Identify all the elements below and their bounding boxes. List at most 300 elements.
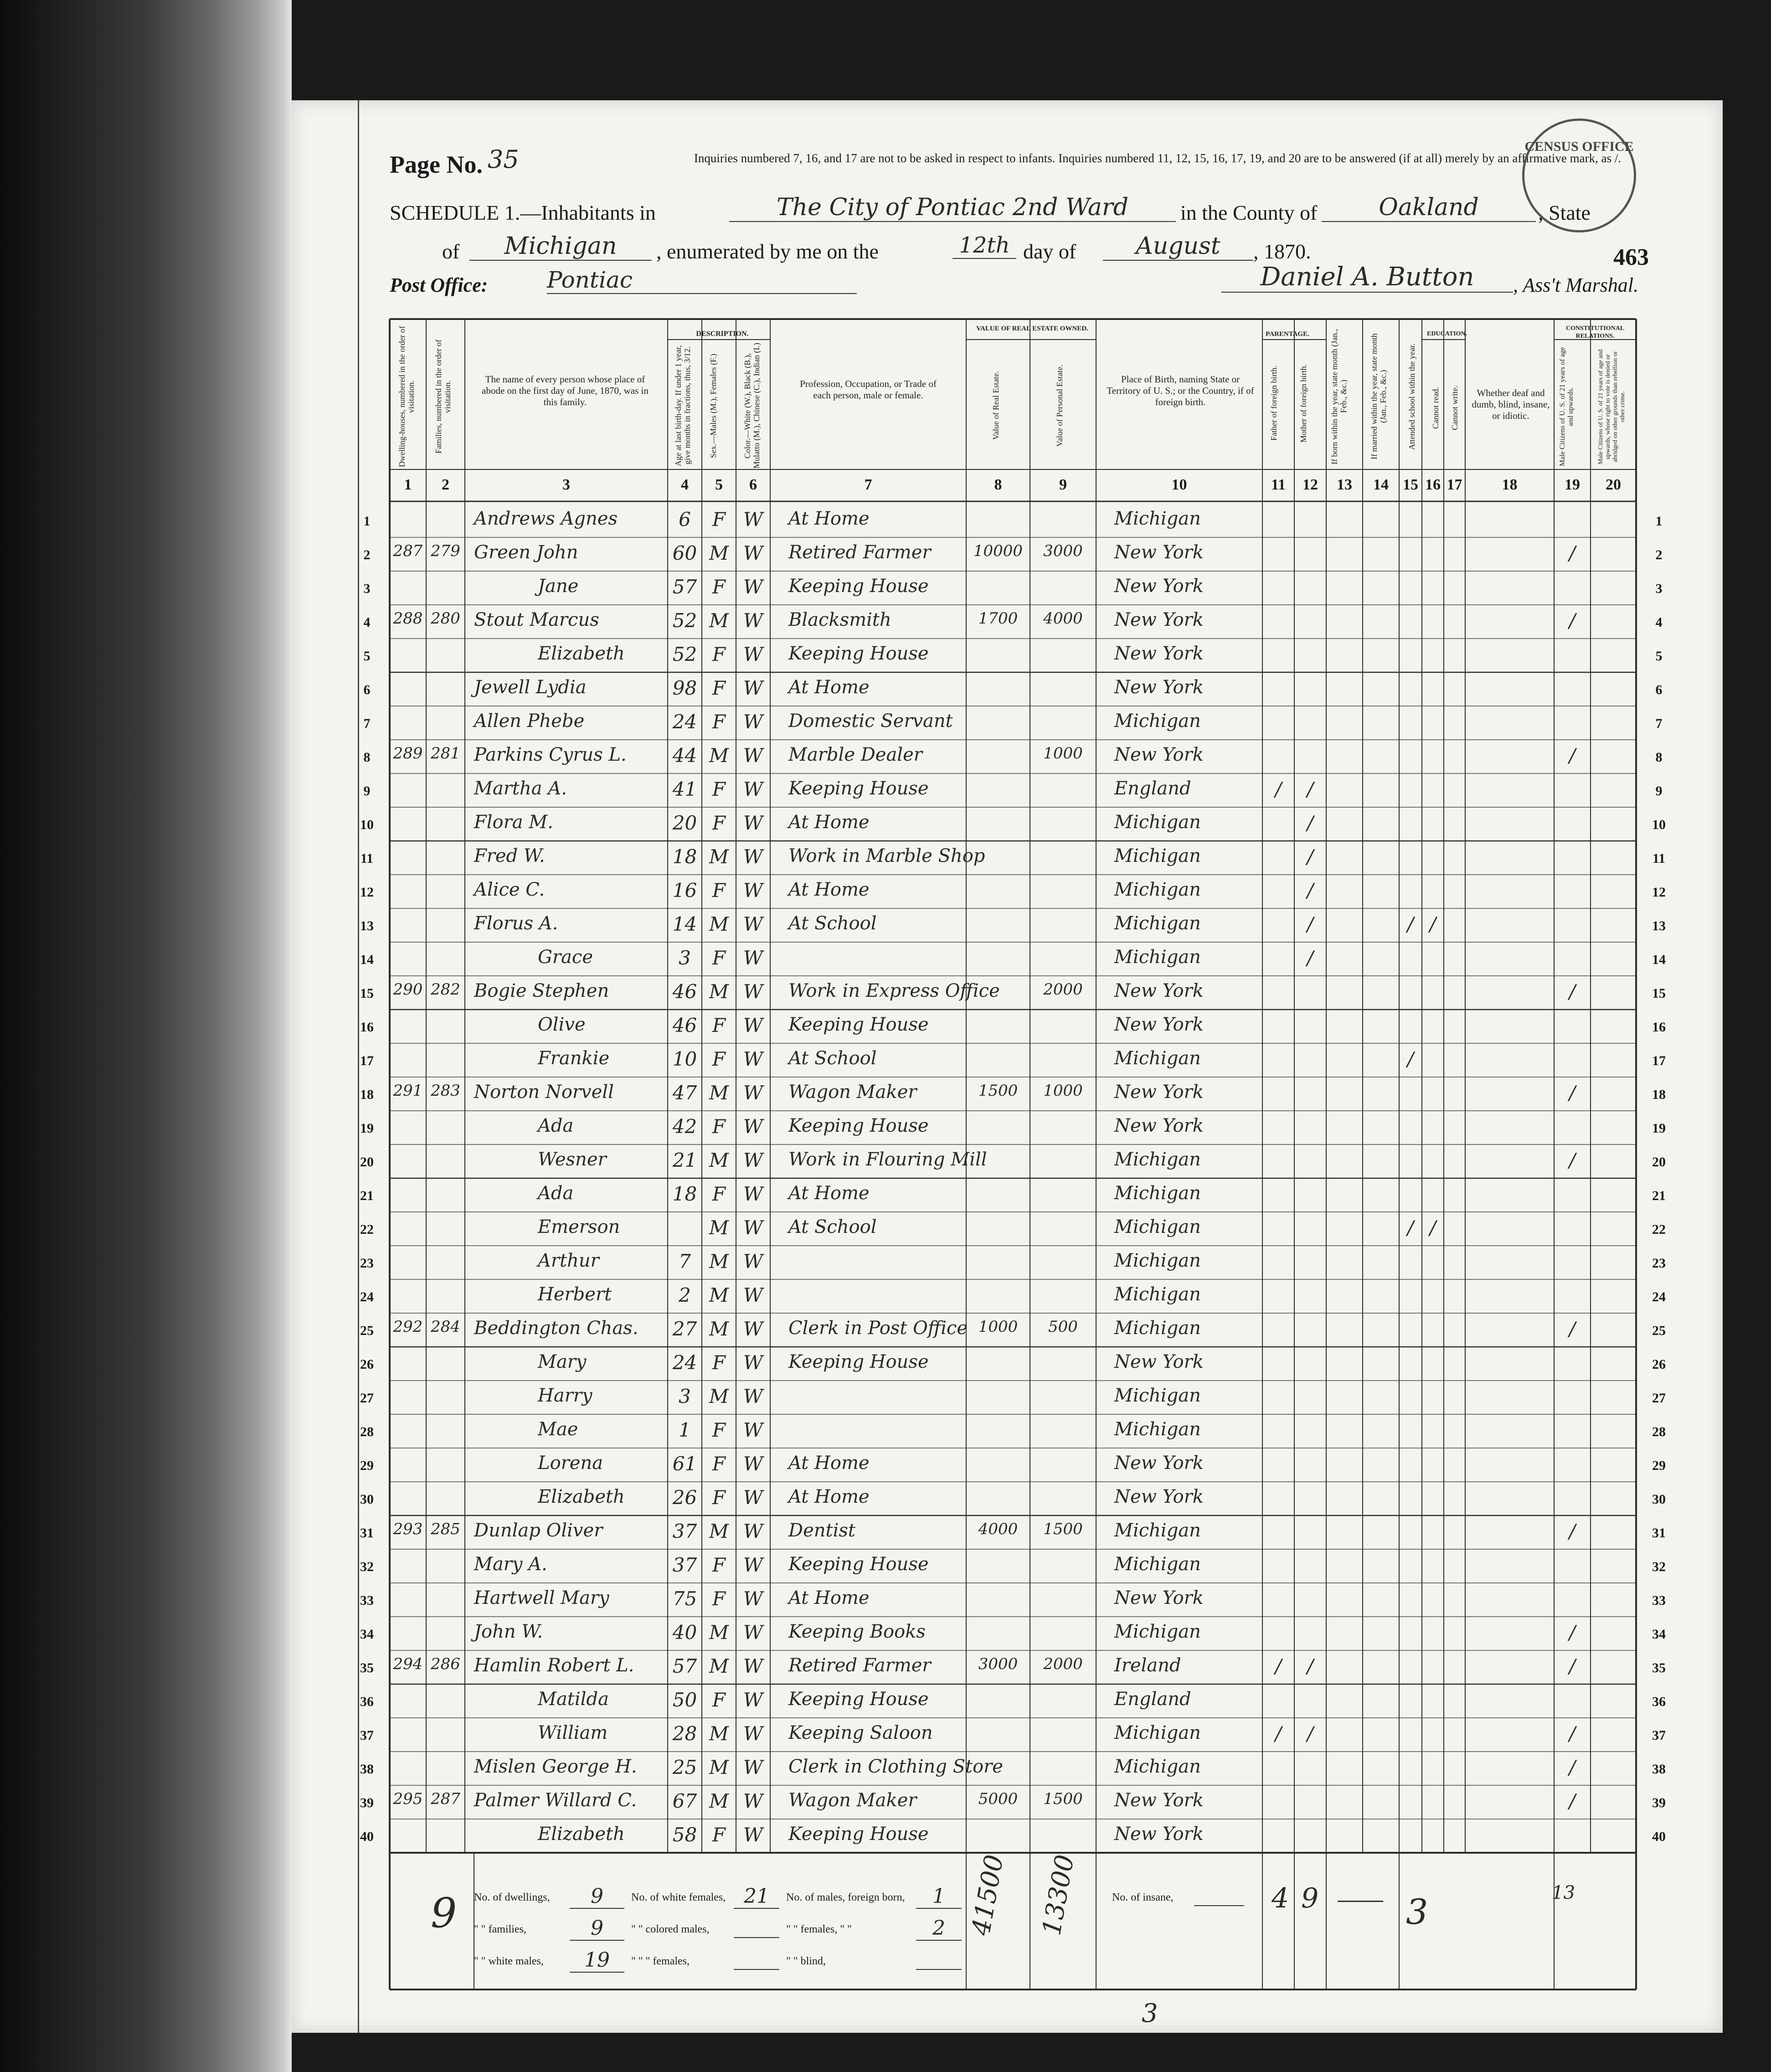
row-21-birth: Michigan: [1114, 1183, 1201, 1204]
row-1-occ: At Home: [788, 508, 870, 529]
col-header-age: Age at last birth-day. If under 1 year, give months in fractions, thus, 3/12.: [674, 345, 692, 466]
line-number-left: 19: [360, 1121, 374, 1136]
row-10-occ: At Home: [788, 812, 870, 833]
col-header-born-within-year: If born within the year, state month (Jan., Feb., &c.): [1330, 329, 1348, 464]
row-12-name: Alice C.: [474, 879, 545, 900]
row-37-birth: Michigan: [1114, 1722, 1201, 1743]
row-21-sex: F: [712, 1183, 726, 1205]
row-5-name: Elizabeth: [538, 643, 625, 664]
page-number: 35: [488, 145, 519, 174]
row-8-name: Parkins Cyrus L.: [474, 744, 627, 765]
row-35-re: 3000: [978, 1655, 1018, 1673]
line-number-left: 17: [360, 1053, 374, 1068]
column-number: 3: [562, 476, 570, 493]
row-23-birth: Michigan: [1114, 1250, 1201, 1271]
row-38-age: 25: [672, 1756, 697, 1778]
row-18-sex: M: [709, 1082, 729, 1104]
line-number-left: 39: [360, 1795, 374, 1810]
summary-foreign-females-label: " " females, " ": [786, 1923, 852, 1935]
line-number-right: 17: [1652, 1053, 1666, 1068]
row-30-name: Elizabeth: [538, 1486, 625, 1507]
stamp-text: CENSUS OFFICE: [1524, 139, 1634, 154]
row-10-m: /: [1307, 812, 1314, 834]
row-27-name: Harry: [538, 1385, 592, 1406]
line-number-right: 25: [1652, 1323, 1666, 1338]
col-header-description: DESCRIPTION.: [696, 330, 749, 338]
county-label: in the County of: [1180, 201, 1318, 224]
summary-foreign-females: 2: [916, 1917, 962, 1941]
row-31-name: Dunlap Oliver: [474, 1520, 603, 1541]
row-25-fam: 284: [431, 1318, 460, 1336]
line-number-left: 38: [360, 1762, 374, 1777]
row-35-name: Hamlin Robert L.: [474, 1655, 634, 1676]
row-19-age: 42: [672, 1115, 697, 1138]
row-18-color: W: [743, 1082, 763, 1104]
line-number-right: 12: [1652, 885, 1666, 900]
row-31-color: W: [743, 1520, 763, 1542]
row-18-birth: New York: [1114, 1082, 1204, 1103]
row-25-cit: /: [1569, 1318, 1576, 1340]
row-14-name: Grace: [538, 947, 593, 968]
row-10-name: Flora M.: [474, 812, 553, 833]
line-number-right: 37: [1652, 1728, 1666, 1743]
line-number-right: 40: [1652, 1829, 1666, 1844]
row-24-sex: M: [709, 1284, 729, 1306]
row-2-name: Green John: [474, 542, 578, 563]
row-19-color: W: [743, 1115, 763, 1138]
row-25-color: W: [743, 1318, 763, 1340]
line-number-left: 25: [360, 1323, 374, 1338]
line-number-left: 21: [360, 1188, 374, 1203]
row-18-re: 1500: [978, 1082, 1018, 1100]
summary-colored-males-label: " " colored males,: [631, 1923, 710, 1935]
row-34-name: John W.: [474, 1621, 543, 1642]
row-39-re: 5000: [978, 1790, 1018, 1808]
row-22-color: W: [743, 1216, 763, 1239]
row-18-name: Norton Norvell: [474, 1082, 614, 1103]
summary-colored-females-line: [734, 1969, 779, 1970]
row-13-name: Florus A.: [474, 913, 558, 934]
col-header-education: EDUCATION.: [1426, 330, 1467, 337]
line-number-right: 32: [1652, 1559, 1666, 1574]
col-header-sex: Sex.—Males (M.), Females (F.): [709, 353, 718, 458]
summary-mother-foreign-total: 9: [1301, 1882, 1319, 1914]
row-19-sex: F: [712, 1115, 726, 1138]
row-38-cit: /: [1569, 1756, 1576, 1778]
line-number-left: 35: [360, 1660, 374, 1675]
column-number: 1: [404, 476, 412, 493]
row-15-color: W: [743, 980, 763, 1003]
row-14-sex: F: [712, 947, 726, 969]
row-39-cit: /: [1569, 1790, 1576, 1812]
row-4-fam: 280: [431, 609, 460, 628]
row-3-name: Jane: [538, 576, 579, 597]
row-4-dw: 288: [393, 609, 423, 628]
row-16-age: 46: [672, 1014, 697, 1036]
line-number-right: 4: [1655, 615, 1663, 630]
row-36-age: 50: [672, 1689, 697, 1711]
row-20-birth: Michigan: [1114, 1149, 1201, 1170]
line-number-left: 7: [363, 716, 371, 731]
row-20-cit: /: [1569, 1149, 1576, 1171]
line-number-left: 24: [360, 1289, 374, 1304]
col-header-real-estate: Value of Real Estate.: [991, 371, 1000, 440]
row-9-birth: England: [1114, 778, 1191, 799]
row-29-occ: At Home: [788, 1453, 870, 1474]
row-2-color: W: [743, 542, 763, 564]
row-9-sex: F: [712, 778, 726, 800]
row-12-color: W: [743, 879, 763, 902]
line-number-right: 35: [1652, 1660, 1666, 1675]
row-4-birth: New York: [1114, 609, 1204, 630]
row-39-name: Palmer Willard C.: [474, 1790, 637, 1811]
row-20-color: W: [743, 1149, 763, 1171]
column-number: 6: [749, 476, 757, 493]
line-number-right: 1: [1655, 514, 1663, 529]
row-37-sex: M: [709, 1722, 729, 1745]
row-4-sex: M: [709, 609, 729, 632]
column-number: 9: [1059, 476, 1067, 493]
row-38-birth: Michigan: [1114, 1756, 1201, 1777]
col-header-attended-school: Attended school within the year.: [1407, 343, 1416, 450]
row-28-name: Mae: [538, 1419, 578, 1440]
row-10-color: W: [743, 812, 763, 834]
page-label: Page No.: [390, 151, 483, 178]
of-label: of: [442, 240, 460, 263]
row-30-sex: F: [712, 1486, 726, 1509]
row-32-color: W: [743, 1554, 763, 1576]
row-17-sex: F: [712, 1048, 726, 1070]
row-39-fam: 287: [431, 1790, 460, 1808]
row-25-re: 1000: [978, 1318, 1018, 1336]
line-number-right: 6: [1655, 682, 1663, 697]
row-31-pe: 1500: [1043, 1520, 1083, 1538]
row-7-occ: Domestic Servant: [788, 711, 953, 732]
row-3-birth: New York: [1114, 576, 1204, 597]
column-number: 17: [1447, 476, 1462, 493]
row-10-age: 20: [672, 812, 697, 834]
line-number-right: 27: [1652, 1391, 1666, 1406]
line-number-right: 18: [1652, 1087, 1666, 1102]
row-3-occ: Keeping House: [788, 576, 929, 597]
row-12-occ: At Home: [788, 879, 870, 900]
row-13-sch: /: [1407, 913, 1414, 935]
row-11-occ: Work in Marble Shop: [788, 845, 985, 866]
row-22-sch: /: [1407, 1216, 1414, 1239]
row-7-name: Allen Phebe: [474, 711, 585, 732]
row-28-sex: F: [712, 1419, 726, 1441]
line-number-left: 13: [360, 918, 374, 933]
row-16-color: W: [743, 1014, 763, 1036]
row-13-age: 14: [672, 913, 697, 935]
row-3-age: 57: [672, 576, 697, 598]
summary-school-total: 3: [1406, 1892, 1428, 1932]
row-34-color: W: [743, 1621, 763, 1644]
column-number: 4: [681, 476, 689, 493]
row-25-name: Beddington Chas.: [474, 1318, 638, 1339]
line-number-left: 29: [360, 1458, 374, 1473]
line-number-left: 12: [360, 885, 374, 900]
row-9-color: W: [743, 778, 763, 800]
row-36-sex: F: [712, 1689, 726, 1711]
summary-left-mark: 9: [431, 1889, 457, 1937]
column-number: 12: [1303, 476, 1318, 493]
line-number-right: 11: [1652, 851, 1666, 866]
row-3-color: W: [743, 576, 763, 598]
col-header-real-estate-group: VALUE OF REAL ESTATE OWNED.: [976, 325, 1088, 332]
summary-foreign-males-label: No. of males, foreign born,: [786, 1892, 905, 1903]
line-number-right: 39: [1652, 1795, 1666, 1810]
row-18-pe: 1000: [1043, 1082, 1083, 1100]
row-29-color: W: [743, 1453, 763, 1475]
row-16-name: Olive: [538, 1014, 586, 1035]
col-header-parentage: PARENTAGE.: [1266, 330, 1309, 338]
row-11-age: 18: [672, 845, 697, 868]
row-32-age: 37: [672, 1554, 697, 1576]
row-22-name: Emerson: [538, 1216, 620, 1237]
row-39-sex: M: [709, 1790, 729, 1812]
line-number-left: 40: [360, 1829, 374, 1844]
line-number-left: 4: [363, 615, 371, 630]
row-11-birth: Michigan: [1114, 845, 1201, 866]
enumeration-day: 12th: [952, 232, 1016, 259]
row-6-birth: New York: [1114, 677, 1204, 698]
row-31-sex: M: [709, 1520, 729, 1542]
line-number-right: 33: [1652, 1593, 1666, 1608]
line-number-right: 36: [1652, 1694, 1666, 1709]
row-25-pe: 500: [1048, 1318, 1078, 1336]
row-40-color: W: [743, 1824, 763, 1846]
row-12-sex: F: [712, 879, 726, 902]
row-20-occ: Work in Flouring Mill: [788, 1149, 987, 1170]
column-number: 19: [1565, 476, 1580, 493]
row-15-name: Bogie Stephen: [474, 980, 609, 1001]
row-34-age: 40: [672, 1621, 697, 1644]
row-7-sex: F: [712, 711, 726, 733]
line-number-left: 32: [360, 1559, 374, 1574]
post-office-label: Post Office:: [390, 274, 488, 296]
row-15-fam: 282: [431, 980, 460, 999]
row-13-color: W: [743, 913, 763, 935]
row-30-birth: New York: [1114, 1486, 1204, 1507]
row-2-dw: 287: [393, 542, 423, 560]
row-32-sex: F: [712, 1554, 726, 1576]
row-5-color: W: [743, 643, 763, 665]
row-37-age: 28: [672, 1722, 697, 1745]
row-23-name: Arthur: [538, 1250, 599, 1271]
row-29-sex: F: [712, 1453, 726, 1475]
row-26-birth: New York: [1114, 1351, 1204, 1372]
row-11-m: /: [1307, 845, 1314, 868]
col-header-dwelling: Dwelling-houses, numbered in the order of visitation.: [397, 326, 416, 467]
col-header-occupation: Profession, Occupation, or Trade of each person, male or female.: [800, 378, 937, 401]
row-21-name: Ada: [538, 1183, 574, 1204]
summary-blind-label: " " blind,: [786, 1955, 826, 1967]
row-10-birth: Michigan: [1114, 812, 1201, 833]
row-22-rd: /: [1429, 1216, 1436, 1239]
row-33-age: 75: [672, 1588, 697, 1610]
row-8-birth: New York: [1114, 744, 1204, 765]
row-22-occ: At School: [788, 1216, 877, 1237]
row-9-f: /: [1275, 778, 1282, 800]
row-8-dw: 289: [393, 744, 423, 763]
row-17-occ: At School: [788, 1048, 877, 1069]
line-number-right: 26: [1652, 1357, 1666, 1372]
col-header-vote-denied: Male Citizens of U. S. of 21 years of age and upwards, whose right to vote is denied or abridged on other grounds than rebellion or other crime.: [1597, 349, 1626, 464]
row-19-name: Ada: [538, 1115, 574, 1136]
row-6-sex: F: [712, 677, 726, 699]
row-6-name: Jewell Lydia: [474, 677, 587, 698]
row-2-sex: M: [709, 542, 729, 564]
row-1-name: Andrews Agnes: [474, 508, 618, 529]
row-4-pe: 4000: [1043, 609, 1083, 628]
line-number-right: 14: [1652, 952, 1666, 967]
row-18-occ: Wagon Maker: [788, 1082, 917, 1103]
summary-white-females: 21: [734, 1885, 779, 1909]
col-header-cannot-read: Cannot read.: [1431, 387, 1440, 429]
row-40-name: Elizabeth: [538, 1824, 625, 1845]
line-number-left: 6: [363, 682, 371, 697]
row-26-age: 24: [672, 1351, 697, 1374]
row-33-sex: F: [712, 1588, 726, 1610]
line-number-right: 21: [1652, 1188, 1666, 1203]
row-31-re: 4000: [978, 1520, 1018, 1538]
col-header-mother-foreign: Mother of foreign birth.: [1299, 364, 1308, 443]
col-header-married-within-year: If married within the year, state month (Jan., Feb., &c.): [1369, 333, 1388, 460]
row-5-occ: Keeping House: [788, 643, 929, 664]
row-31-fam: 285: [431, 1520, 460, 1538]
line-number-left: 30: [360, 1492, 374, 1507]
line-number-left: 26: [360, 1357, 374, 1372]
line-number-right: 23: [1652, 1256, 1666, 1271]
row-23-sex: M: [709, 1250, 729, 1273]
line-number-left: 10: [360, 817, 374, 832]
row-2-cit: /: [1569, 542, 1576, 564]
marshal-signature: Daniel A. Button: [1221, 262, 1513, 293]
row-6-occ: At Home: [788, 677, 870, 698]
row-35-cit: /: [1569, 1655, 1576, 1677]
line-number-right: 22: [1652, 1222, 1666, 1237]
col-header-male-citizens: Male Citizens of U. S. of 21 years of age and upwards.: [1559, 347, 1575, 467]
line-number-right: 13: [1652, 918, 1666, 933]
row-9-age: 41: [672, 778, 697, 800]
row-23-color: W: [743, 1250, 763, 1273]
line-number-left: 31: [360, 1526, 374, 1541]
row-25-birth: Michigan: [1114, 1318, 1201, 1339]
row-17-color: W: [743, 1048, 763, 1070]
row-27-age: 3: [679, 1385, 691, 1407]
row-14-birth: Michigan: [1114, 947, 1201, 968]
county-name: Oakland: [1322, 194, 1536, 222]
row-30-age: 26: [672, 1486, 697, 1509]
row-35-m: /: [1307, 1655, 1314, 1677]
row-15-age: 46: [672, 980, 697, 1003]
schedule-label: SCHEDULE 1.—Inhabitants in: [390, 201, 656, 224]
line-number-right: 20: [1652, 1155, 1666, 1170]
row-15-birth: New York: [1114, 980, 1204, 1001]
row-37-f: /: [1275, 1722, 1282, 1745]
row-26-sex: F: [712, 1351, 726, 1374]
summary-foreign-males: 1: [916, 1885, 962, 1909]
row-17-name: Frankie: [538, 1048, 610, 1069]
row-40-sex: F: [712, 1824, 726, 1846]
summary-white-females-label: No. of white females,: [631, 1892, 726, 1903]
row-37-color: W: [743, 1722, 763, 1745]
row-8-pe: 1000: [1043, 744, 1083, 763]
row-8-occ: Marble Dealer: [788, 744, 922, 765]
row-35-pe: 2000: [1043, 1655, 1083, 1673]
line-number-right: 34: [1652, 1627, 1666, 1642]
row-2-occ: Retired Farmer: [788, 542, 931, 563]
row-35-color: W: [743, 1655, 763, 1677]
col-header-name: The name of every person whose place of abode on the first day of June, 1870, was in this family.: [482, 374, 649, 407]
row-33-birth: New York: [1114, 1588, 1204, 1608]
row-4-cit: /: [1569, 609, 1576, 632]
col-header-family: Families, numbered in the order of visitation.: [434, 340, 452, 454]
day-of-label: day of: [1023, 240, 1076, 263]
row-4-name: Stout Marcus: [474, 609, 599, 630]
summary-dwellings: 9: [570, 1885, 624, 1909]
row-30-color: W: [743, 1486, 763, 1509]
column-number: 8: [994, 476, 1002, 493]
line-number-left: 14: [360, 952, 374, 967]
row-33-color: W: [743, 1588, 763, 1610]
row-1-age: 6: [679, 508, 691, 531]
row-6-color: W: [743, 677, 763, 699]
row-37-m: /: [1307, 1722, 1314, 1745]
col-header-father-foreign: Father of foreign birth.: [1269, 366, 1278, 441]
line-number-right: 38: [1652, 1762, 1666, 1777]
row-39-dw: 295: [393, 1790, 423, 1808]
row-24-name: Herbert: [538, 1284, 612, 1305]
row-31-dw: 293: [393, 1520, 423, 1538]
column-number: 16: [1425, 476, 1441, 493]
column-number: 2: [442, 476, 449, 493]
row-24-birth: Michigan: [1114, 1284, 1201, 1305]
row-21-occ: At Home: [788, 1183, 870, 1204]
row-20-age: 21: [672, 1149, 697, 1171]
row-35-birth: Ireland: [1114, 1655, 1181, 1676]
line-number-right: 8: [1655, 750, 1663, 765]
row-17-age: 10: [672, 1048, 697, 1070]
summary-colored-females-label: " " " females,: [631, 1955, 690, 1967]
row-27-birth: Michigan: [1114, 1385, 1201, 1406]
line-number-right: 15: [1652, 986, 1666, 1001]
row-31-birth: Michigan: [1114, 1520, 1201, 1541]
row-1-sex: F: [712, 508, 726, 531]
line-number-right: 29: [1652, 1458, 1666, 1473]
row-28-birth: Michigan: [1114, 1419, 1201, 1440]
line-number-right: 7: [1655, 716, 1663, 731]
row-34-occ: Keeping Books: [788, 1621, 926, 1642]
row-13-occ: At School: [788, 913, 877, 934]
line-number-left: 37: [360, 1728, 374, 1743]
line-number-right: 24: [1652, 1289, 1666, 1304]
row-30-occ: At Home: [788, 1486, 870, 1507]
summary-citizens-total: 13: [1552, 1882, 1575, 1903]
row-40-occ: Keeping House: [788, 1824, 929, 1845]
place-name: The City of Pontiac 2nd Ward: [729, 194, 1176, 222]
line-number-left: 36: [360, 1694, 374, 1709]
row-28-age: 1: [679, 1419, 691, 1441]
line-number-left: 18: [360, 1087, 374, 1102]
row-5-birth: New York: [1114, 643, 1204, 664]
row-36-name: Matilda: [538, 1689, 609, 1710]
row-14-m: /: [1307, 947, 1314, 969]
line-number-left: 3: [363, 581, 371, 596]
column-number: 15: [1403, 476, 1418, 493]
summary-white-males-label: " " white males,: [474, 1955, 544, 1967]
